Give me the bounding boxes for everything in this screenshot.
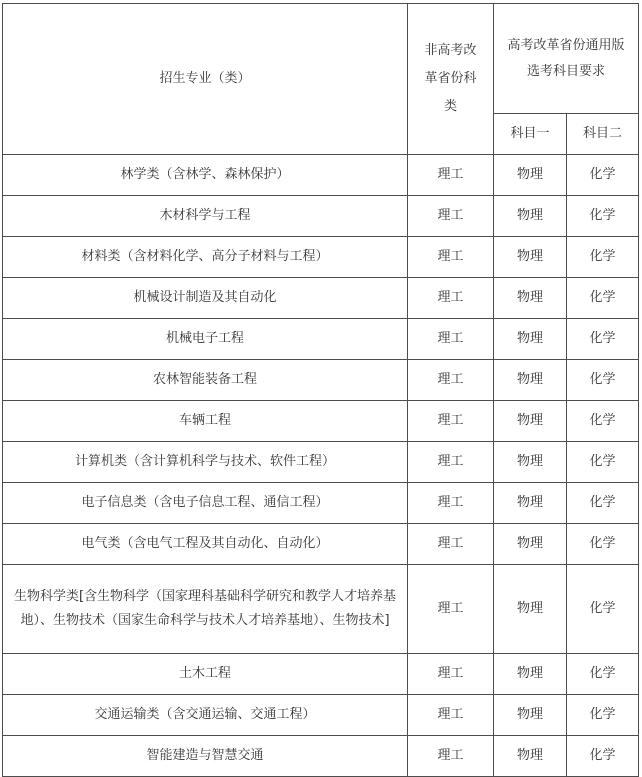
major-cell: 电气类（含电气工程及其自动化、自动化） (3, 524, 408, 565)
subject-one-cell: 物理 (494, 401, 567, 442)
subject-one-cell: 物理 (494, 524, 567, 565)
table-row (3, 360, 639, 401)
subject-one-cell: 物理 (494, 654, 567, 695)
category-cell: 理工 (408, 278, 494, 319)
major-cell: 土木工程 (3, 654, 408, 695)
major-cell: 木材科学与工程 (3, 196, 408, 237)
table-row (3, 155, 639, 196)
table-row (3, 401, 639, 442)
category-cell: 理工 (408, 319, 494, 360)
subject-one-cell: 物理 (494, 483, 567, 524)
table-row (3, 278, 639, 319)
major-cell: 机械设计制造及其自动化 (3, 278, 408, 319)
category-cell: 理工 (408, 654, 494, 695)
table-row (3, 483, 639, 524)
category-cell: 理工 (408, 524, 494, 565)
table-row (3, 565, 639, 654)
major-cell: 计算机类（含计算机科学与技术、软件工程） (3, 442, 408, 483)
major-cell: 机械电子工程 (3, 319, 408, 360)
category-cell: 理工 (408, 565, 494, 654)
admission-subject-table (2, 3, 639, 777)
subject-two-cell: 化学 (567, 237, 639, 278)
table-row (3, 736, 639, 777)
subject-two-cell: 化学 (567, 196, 639, 237)
header-subject-one: 科目一 (494, 114, 567, 155)
table-row (3, 237, 639, 278)
subject-two-cell: 化学 (567, 442, 639, 483)
subject-two-cell: 化学 (567, 319, 639, 360)
header-category: 非高考改革省份科类 (408, 4, 494, 155)
subject-one-cell: 物理 (494, 360, 567, 401)
major-cell: 车辆工程 (3, 401, 408, 442)
subject-one-cell: 物理 (494, 155, 567, 196)
major-cell: 农林智能装备工程 (3, 360, 408, 401)
header-reform-requirements: 高考改革省份通用版选考科目要求 (494, 4, 639, 114)
subject-two-cell: 化学 (567, 736, 639, 777)
major-cell: 林学类（含林学、森林保护） (3, 155, 408, 196)
table-body (3, 155, 639, 777)
category-cell: 理工 (408, 442, 494, 483)
subject-two-cell: 化学 (567, 483, 639, 524)
table-row (3, 442, 639, 483)
header-major: 招生专业（类） (3, 4, 408, 155)
table-row (3, 695, 639, 736)
category-cell: 理工 (408, 695, 494, 736)
major-cell: 交通运输类（含交通运输、交通工程） (3, 695, 408, 736)
subject-two-cell: 化学 (567, 654, 639, 695)
category-cell: 理工 (408, 401, 494, 442)
header-subject-two: 科目二 (567, 114, 639, 155)
subject-one-cell: 物理 (494, 565, 567, 654)
category-cell: 理工 (408, 360, 494, 401)
table-row (3, 524, 639, 565)
subject-two-cell: 化学 (567, 695, 639, 736)
major-cell: 材料类（含材料化学、高分子材料与工程） (3, 237, 408, 278)
subject-one-cell: 物理 (494, 736, 567, 777)
major-cell: 智能建造与智慧交通 (3, 736, 408, 777)
subject-two-cell: 化学 (567, 278, 639, 319)
table-row (3, 319, 639, 360)
subject-one-cell: 物理 (494, 278, 567, 319)
subject-one-cell: 物理 (494, 237, 567, 278)
category-cell: 理工 (408, 196, 494, 237)
subject-two-cell: 化学 (567, 524, 639, 565)
table-row (3, 196, 639, 237)
subject-one-cell: 物理 (494, 695, 567, 736)
category-cell: 理工 (408, 237, 494, 278)
major-cell: 电子信息类（含电子信息工程、通信工程） (3, 483, 408, 524)
major-cell: 生物科学类[含生物科学（国家理科基础科学研究和教学人才培养基地）、生物技术（国家生命科学与技术人才培养基地）、生物技术] (3, 565, 408, 654)
subject-two-cell: 化学 (567, 565, 639, 654)
subject-one-cell: 物理 (494, 196, 567, 237)
subject-two-cell: 化学 (567, 155, 639, 196)
subject-one-cell: 物理 (494, 442, 567, 483)
category-cell: 理工 (408, 483, 494, 524)
category-cell: 理工 (408, 736, 494, 777)
category-cell: 理工 (408, 155, 494, 196)
subject-two-cell: 化学 (567, 360, 639, 401)
subject-one-cell: 物理 (494, 319, 567, 360)
table-row (3, 654, 639, 695)
subject-two-cell: 化学 (567, 401, 639, 442)
